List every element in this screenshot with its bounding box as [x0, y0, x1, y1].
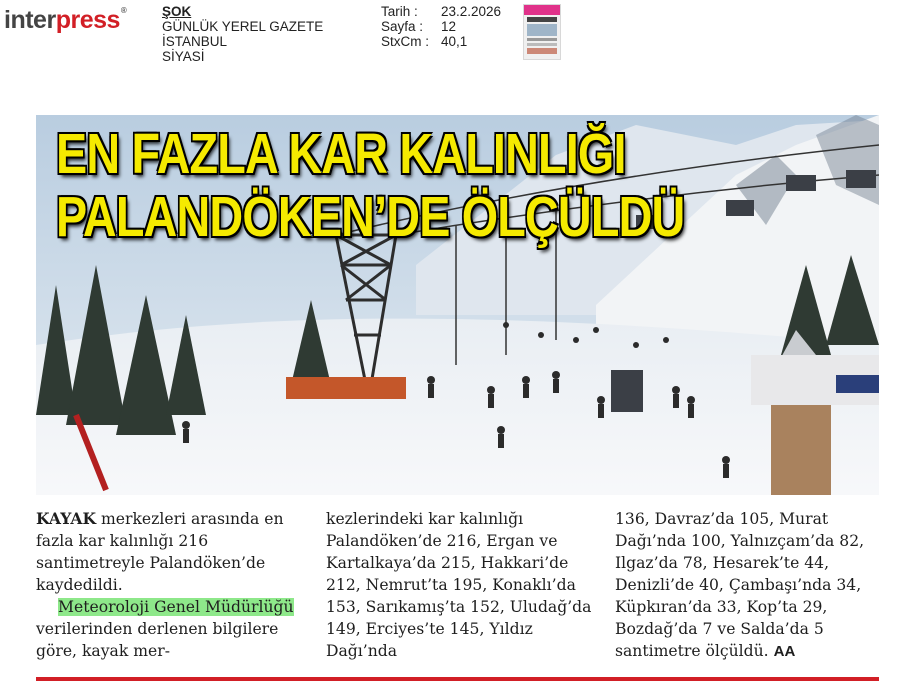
- ski-resort-photo: [36, 115, 879, 495]
- paragraph-1: merkezleri arasında en fazla kar kalınlığı 216 santimetreyle Palandöken’de kaydedildi.: [36, 510, 284, 594]
- page-thumbnail[interactable]: [523, 4, 561, 60]
- publication-type: GÜNLÜK YEREL GAZETE: [162, 19, 324, 34]
- publication-name: ŞOK: [162, 4, 192, 19]
- article-column-3: [615, 508, 883, 663]
- publication-category: SİYASİ: [162, 49, 205, 64]
- headline-line-2: PALANDÖKEN’DE ÖLÇÜLDÜ: [56, 185, 685, 249]
- headline-line-1: EN FAZLA KAR KALINLIĞI: [56, 122, 626, 186]
- column-3-text: 136, Davraz’da 105, Murat Dağı’nda 100, Yalnızçam’da 82, Ilgaz’da 78, Hesarek’te 44, Denizli’de 40, Çambaşı’nda 34, Küpkıran’da 33, Kop’ta 29, Bozdağ’da 7 ve Salda’da 5 santimetre ölçüldü.: [615, 510, 865, 660]
- publication-meta: [162, 4, 323, 64]
- page-label: Sayfa :: [381, 19, 424, 34]
- headline: [56, 123, 684, 249]
- publication-city: İSTANBUL: [162, 34, 228, 49]
- article-column-1: [36, 508, 304, 662]
- column-2-text: kezlerindeki kar kalınlığı Palandöken’de 216, Ergan ve Kartalkaya’da 215, Hakkari’de 212, Nemrut’ta 195, Konaklı’da 153, Sarıkamış’ta 152, Uludağ’da 149, Erciyes’te 145, Yıldız Dağı’nda: [326, 510, 592, 660]
- paragraph-2: verilerinden derlenen bilgilere göre, kayak mer-: [36, 620, 279, 660]
- date-value: 23.2.2026: [441, 4, 502, 19]
- clipping-meta: [381, 4, 501, 49]
- news-agency-signature: AA: [773, 643, 796, 660]
- highlighted-term: Meteoroloji Genel Müdürlüğü: [58, 598, 294, 616]
- interpress-logo: interpress®: [4, 6, 127, 34]
- date-label: Tarih :: [381, 4, 418, 19]
- bottom-rule: [36, 677, 879, 681]
- lead-word: KAYAK: [36, 509, 97, 528]
- stxcm-value: 40,1: [441, 34, 468, 49]
- page-value: 12: [441, 19, 457, 34]
- article-column-2: [326, 508, 594, 662]
- stxcm-label: StxCm :: [381, 34, 430, 49]
